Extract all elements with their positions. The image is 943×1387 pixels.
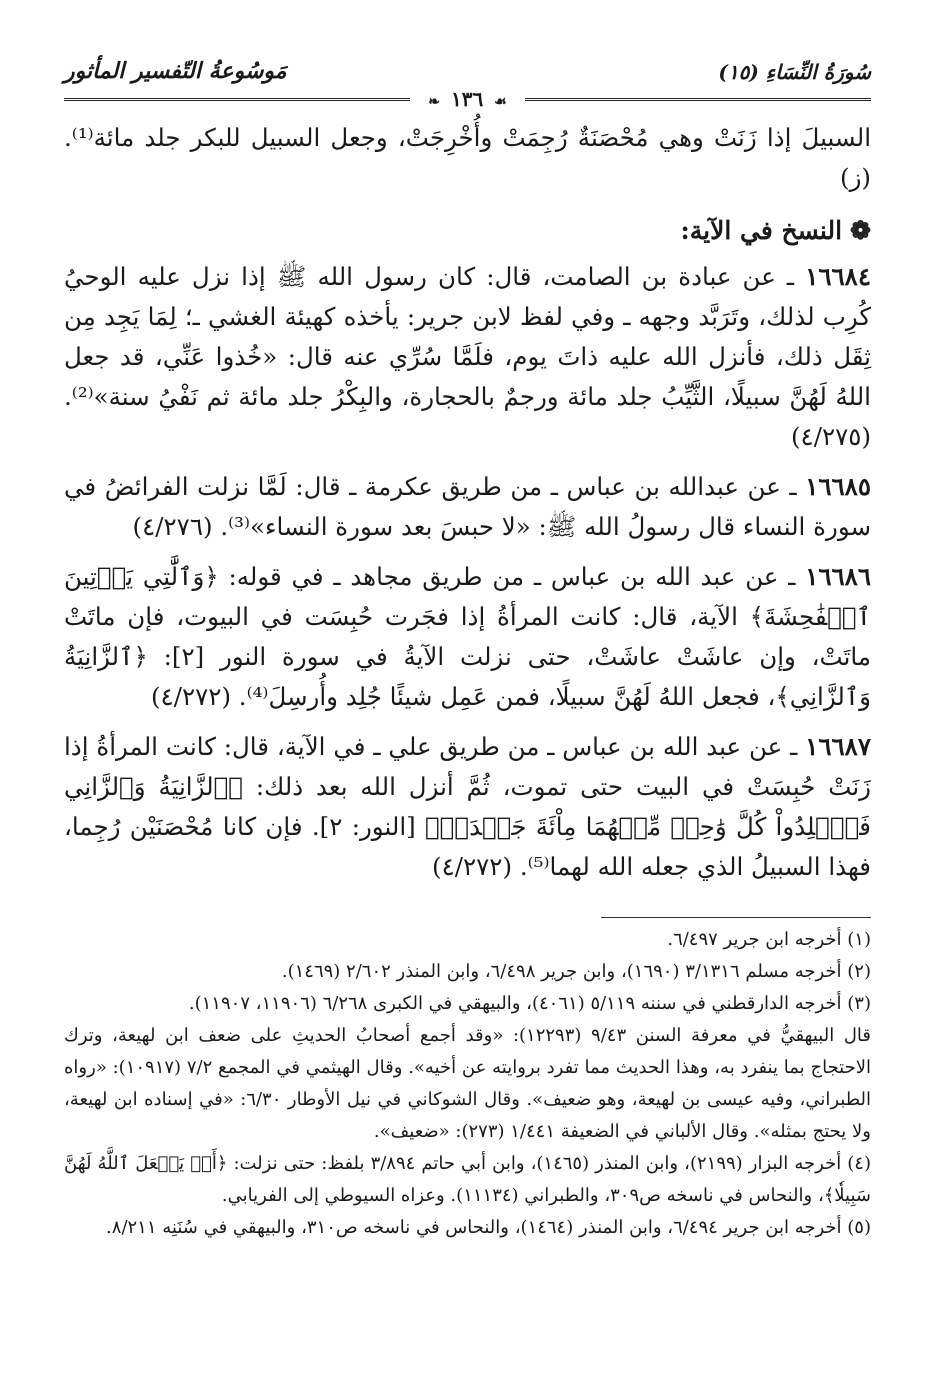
book-title: مَوسُوعةُ التّفسير المأثور: [64, 58, 287, 84]
running-header: [64, 48, 871, 84]
entry-text: ـ عن عبد الله بن عباس ـ من طريق علي ـ في الآية، قال: كانت المرأةُ إذا زَنَتْ حُبِسَتْ في البيت حتى تموت، ثُمَّ أنزل الله بعد ذلك: ﴿ٱلزَّانِيَةُ وَٱلزَّانِي فَٱجۡلِدُواْ كُلَّ وَٰحِدٖ مِّنۡهُمَا مِاْئَةَ جَلۡدَةٖ﴾ [النور: ٢]. فإن كانا مُحْصَنَيْن رُجِما، فهذا السبيلُ الذي جعله الله لهما⁽⁵⁾. (٤/٢٧٢): [64, 732, 871, 881]
entry-16685: [64, 467, 871, 547]
entry-text: ـ عن عبد الله بن عباس ـ من طريق مجاهد ـ في قوله: ﴿وَٱلَّٰتِي يَأۡتِينَ ٱلۡفَٰحِشَةَ﴾ الآية، قال: كانت المرأةُ إذا فجَرت حُبِسَت في البيوت، فإن ماتَتْ ماتَتْ، وإن عاشَتْ عاشَتْ، حتى نزلت الآيةُ في سورة النور [٢]: ﴿ٱلزَّانِيَةُ وَٱلزَّانِي﴾، فجعل اللهُ لَهُنَّ سبيلًا، فمن عَمِل شيئًا جُلِد وأُرسِلَ⁽⁴⁾. (٤/٢٧٢): [64, 562, 871, 711]
entry-16687: [64, 727, 871, 887]
footnote: (٥) أخرجه ابن جرير ٦/٤٩٤، وابن المنذر (١٤٦٤)، والنحاس في ناسخه ص٣١٠، والبيهقي في سُنَنِه ٨/٢١١.: [106, 1217, 871, 1238]
footnote: (٤) أخرجه البزار (٢١٩٩)، وابن المنذر (١٤٦٥)، وابن أبي حاتم ٣/٨٩٤ بلفظ: حتى نزلت: ﴿أَوۡ يَجۡعَلَ ٱللَّهُ لَهُنَّ سَبِيلٗا﴾، والنحاس في ناسخه ص٣٠٩، والطبراني (١١١٣٤). وعزاه السيوطي إلى الفريابي.: [64, 1153, 871, 1206]
entry-number: ١٦٦٨٥: [805, 472, 871, 501]
section-title: النسخ في الآية:: [680, 216, 843, 245]
page-number: ١٣٦: [450, 87, 484, 111]
footnote: (٢) أخرجه مسلم ٣/١٣١٦ (١٦٩٠)، وابن جرير ٦/٤٩٨، وابن المنذر ٢/٦٠٢ (١٤٦٩).: [281, 961, 871, 982]
main-text: [64, 118, 871, 1244]
intro-paragraph: السبيلَ إذا زَنَتْ وهي مُحْصَنَةٌ رُجِمَتْ وأُخْرِجَتْ، وجعل السبيل للبكر جلد مائة⁽¹⁾. (ز): [64, 123, 871, 192]
entry-16684: [64, 257, 871, 457]
entry-text: ـ عن عبادة بن الصامت، قال: كان رسول الله ﷺ إذا نزل عليه الوحيُ كُرِب لذلك، وتَرَبَّد وجهه ـ وفي لفظ لابن جرير: يأخذه كهيئة الغشي ـ؛ لِمَا يَجِد مِن ثِقَل ذلك، فأنزل الله عليه ذاتَ يوم، فلَمَّا سُرِّي عنه قال: «خُذوا عَنِّي، قد جعل اللهُ لَهُنَّ سبيلًا، الثَّيِّبُ جلد مائة ورجمٌ بالحجارة، والبِكْرُ جلد مائة ثم نَفْيُ سنة»⁽²⁾. (٤/٢٧٥): [64, 262, 871, 451]
header-rule-left: [64, 98, 410, 101]
section-heading: [64, 216, 871, 245]
footnote: (٣) أخرجه الدارقطني في سننه ٥/١١٩ (٤٠٦١)، والبيهقي في الكبرى ٦/٢٦٨ (١١٩٠٦، ١١٩٠٧).: [188, 993, 871, 1014]
entry-number: ١٦٦٨٦: [805, 562, 871, 591]
surah-title: سُورَةُ النِّسَاءِ (١٥): [718, 60, 871, 84]
footnote-divider: [601, 917, 871, 918]
page-number-block: [410, 87, 524, 111]
entry-16686: [64, 557, 871, 717]
header-rule-right: [525, 98, 871, 101]
entry-number: ١٦٦٨٧: [805, 732, 871, 761]
entry-number: ١٦٦٨٤: [805, 262, 871, 291]
footnotes: [64, 924, 871, 1244]
ornament-icon: ☙: [494, 94, 507, 110]
flower-icon: ❁: [850, 216, 871, 245]
footnote-commentary: قال البيهقيُّ في معرفة السنن ٩/٤٣ (١٢٢٩٣): «وقد أجمع أصحابُ الحديثِ على ضعف ابن لهيعة، وترك الاحتجاج بما ينفرد به، وهذا الحديث مما تفرد بروايته عن أخيه». وقال الهيثمي في المجمع ٧/٢ (١٠٩١٧): «رواه الطبراني، وفيه عيسى بن لهيعة، وهو ضعيف». وقال الشوكاني في نيل الأوطار ٦/٣٠: «في إسناده ابن لهيعة، ولا يحتج بمثله». وقال الألباني في الضعيفة ١/٤٤١ (٢٧٣): «ضعيف».: [64, 1025, 871, 1142]
header-rule: [64, 88, 871, 110]
footnote: (١) أخرجه ابن جرير ٦/٤٩٧.: [667, 929, 871, 950]
ornament-icon: ❧: [428, 94, 440, 110]
entry-text: ـ عن عبدالله بن عباس ـ من طريق عكرمة ـ قال: لَمَّا نزلت الفرائضُ في سورة النساء قال رسولُ الله ﷺ: «لا حبسَ بعد سورة النساء»⁽³⁾. (٤/٢٧٦): [64, 472, 871, 541]
